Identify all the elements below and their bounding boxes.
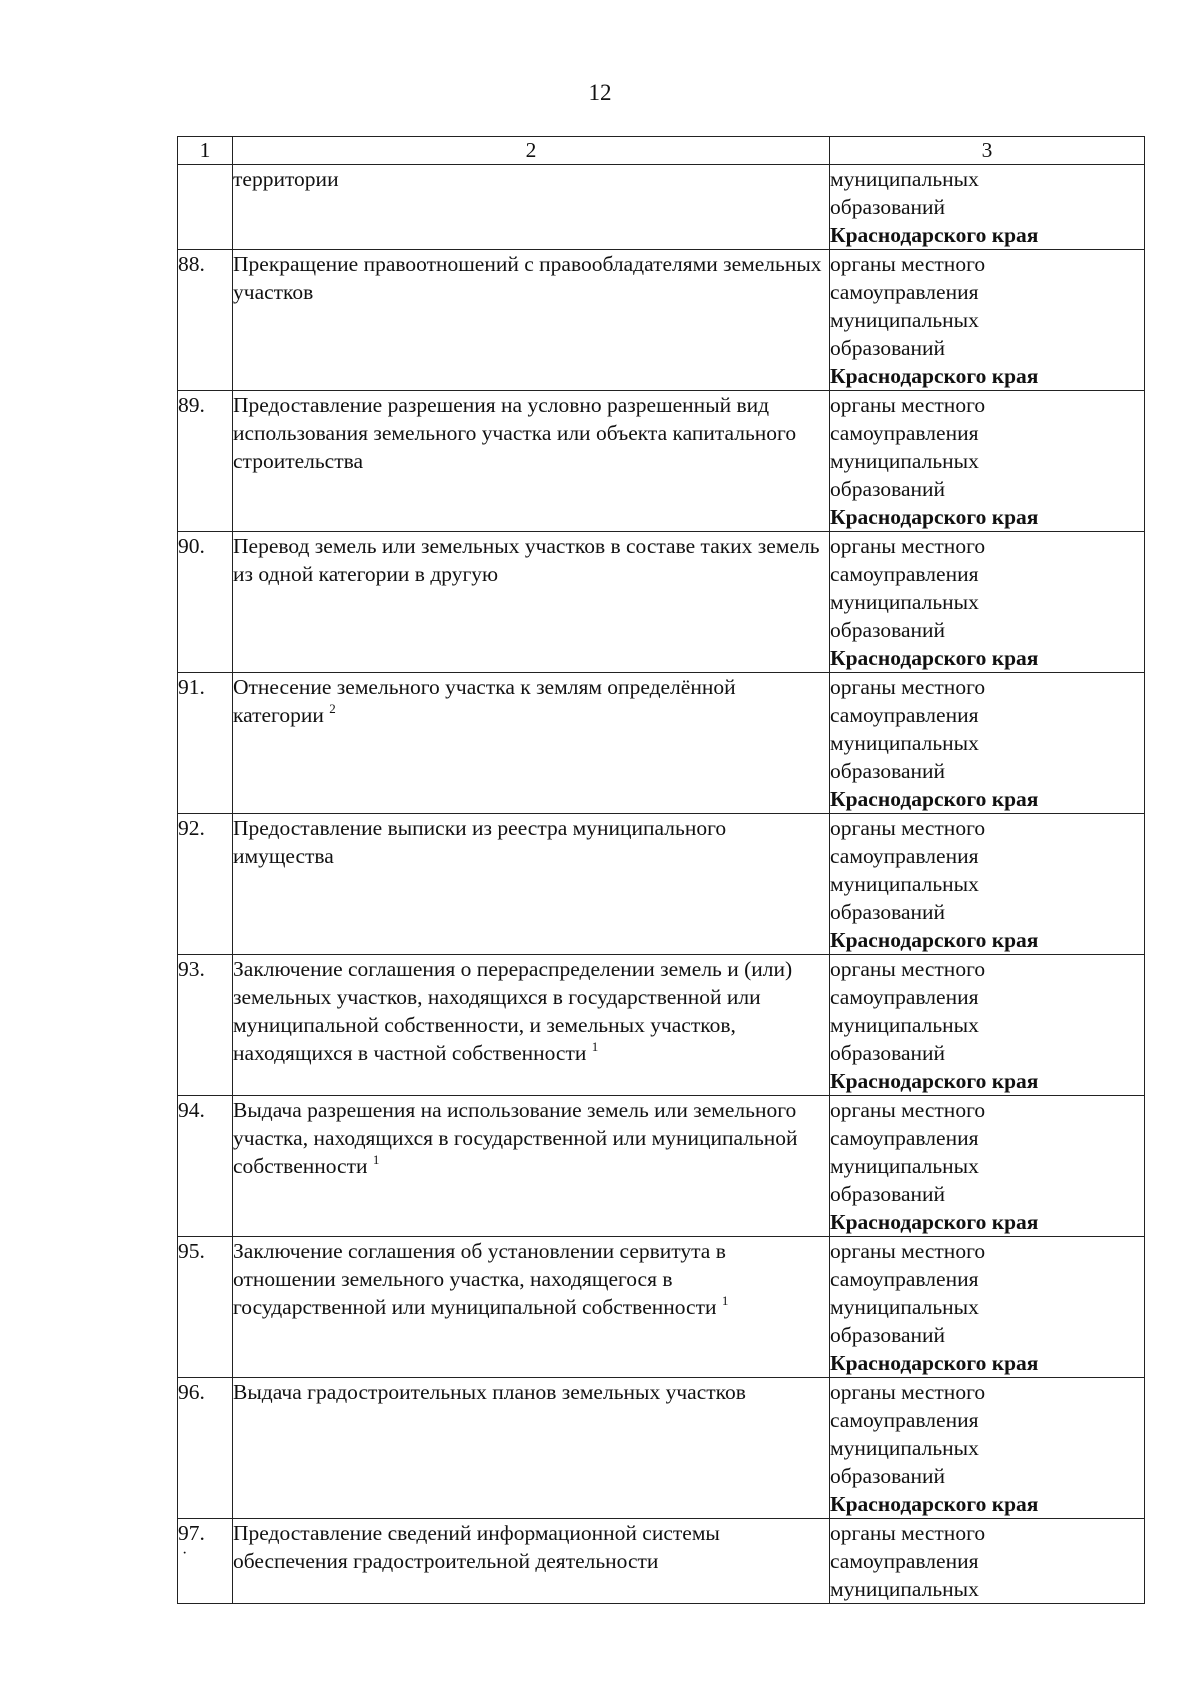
- service-description-cell: [233, 814, 830, 955]
- responsible-authority-cell: [830, 814, 1145, 955]
- authority-line: образований: [830, 336, 946, 360]
- service-description: территории: [233, 167, 339, 191]
- service-description: Предоставление выписки из реестра муниципального имущества: [233, 816, 727, 868]
- authority-line: Краснодарского края: [830, 364, 1039, 388]
- authority-line: Краснодарского края: [830, 223, 1039, 247]
- row-number: 89.: [178, 393, 205, 417]
- authority-line: муниципальных: [830, 308, 979, 332]
- responsible-authority-cell: [830, 1237, 1145, 1378]
- authority-line: Краснодарского края: [830, 1210, 1039, 1234]
- authority-line: самоуправления: [830, 1408, 979, 1432]
- service-description-cell: [233, 1237, 830, 1378]
- authority-line: Краснодарского края: [830, 928, 1039, 952]
- footnote-marker: 1: [372, 1152, 380, 1167]
- authority-line: органы местного: [830, 252, 986, 276]
- authority-line: Краснодарского края: [830, 505, 1039, 529]
- authority-line: образований: [830, 1464, 946, 1488]
- row-number-cell: [178, 955, 233, 1096]
- table-row: [178, 673, 1145, 814]
- authority-line: органы местного: [830, 534, 986, 558]
- row-number-cell: [178, 1519, 233, 1604]
- authority-line: муниципальных: [830, 1577, 979, 1601]
- authority-line: органы местного: [830, 1239, 986, 1263]
- row-number: 97.: [178, 1521, 205, 1545]
- responsible-authority-cell: [830, 955, 1145, 1096]
- row-number: 92.: [178, 816, 205, 840]
- service-description: Предоставление сведений информационной системы обеспечения градостроительной деятельности: [233, 1521, 720, 1573]
- table-row: [178, 1519, 1145, 1604]
- authority-line: самоуправления: [830, 421, 979, 445]
- service-description: Предоставление разрешения на условно разрешенный вид использования земельного участка или объекта капитального строительства: [233, 393, 797, 473]
- row-number-cell: [178, 165, 233, 250]
- table-row: [178, 1378, 1145, 1519]
- service-description-cell: [233, 532, 830, 673]
- authority-line: Краснодарского края: [830, 1069, 1039, 1093]
- service-description-cell: [233, 391, 830, 532]
- service-description: Отнесение земельного участка к землям определённой категории: [233, 675, 736, 727]
- column-header-3: 3: [830, 137, 1145, 165]
- responsible-authority-cell: [830, 1096, 1145, 1237]
- service-description-cell: [233, 1519, 830, 1604]
- authority-line: образований: [830, 1182, 946, 1206]
- footnote-marker: 2: [329, 701, 336, 716]
- responsible-authority-cell: [830, 532, 1145, 673]
- column-header-1: 1: [178, 137, 233, 165]
- authority-line: муниципальных: [830, 1154, 979, 1178]
- scan-mark: ·: [182, 1545, 188, 1562]
- authority-line: самоуправления: [830, 1267, 979, 1291]
- table-row: [178, 1096, 1145, 1237]
- authority-line: образований: [830, 1041, 946, 1065]
- authority-line: органы местного: [830, 1521, 986, 1545]
- row-number-cell: [178, 1378, 233, 1519]
- service-description-cell: [233, 673, 830, 814]
- row-number: 95.: [178, 1239, 205, 1263]
- authority-line: Краснодарского края: [830, 1351, 1039, 1375]
- authority-line: самоуправления: [830, 703, 979, 727]
- authority-line: Краснодарского края: [830, 787, 1039, 811]
- service-description-cell: [233, 165, 830, 250]
- table-row: [178, 814, 1145, 955]
- authority-line: самоуправления: [830, 562, 979, 586]
- table-row: [178, 955, 1145, 1096]
- authority-line: муниципальных: [830, 167, 979, 191]
- authority-line: муниципальных: [830, 1013, 979, 1037]
- footnote-marker: 1: [591, 1039, 599, 1054]
- row-number: 93.: [178, 957, 205, 981]
- row-number: 96.: [178, 1380, 205, 1404]
- responsible-authority-cell: [830, 165, 1145, 250]
- authority-line: образований: [830, 900, 946, 924]
- services-table: [177, 136, 1145, 1604]
- table-row: [178, 1237, 1145, 1378]
- row-number-cell: [178, 673, 233, 814]
- service-description-cell: [233, 1096, 830, 1237]
- responsible-authority-cell: [830, 673, 1145, 814]
- table-body: [178, 165, 1145, 1604]
- authority-line: самоуправления: [830, 844, 979, 868]
- authority-line: муниципальных: [830, 872, 979, 896]
- service-description: Перевод земель или земельных участков в составе таких земель из одной категории в другую: [233, 534, 820, 586]
- column-header-2: 2: [233, 137, 830, 165]
- row-number: 91.: [178, 675, 205, 699]
- row-number: 90.: [178, 534, 205, 558]
- service-description-cell: [233, 250, 830, 391]
- authority-line: образований: [830, 477, 946, 501]
- responsible-authority-cell: [830, 1519, 1145, 1604]
- row-number-cell: [178, 532, 233, 673]
- authority-line: органы местного: [830, 675, 986, 699]
- authority-line: органы местного: [830, 1380, 986, 1404]
- authority-line: образований: [830, 195, 946, 219]
- authority-line: муниципальных: [830, 449, 979, 473]
- authority-line: образований: [830, 618, 946, 642]
- authority-line: образований: [830, 759, 946, 783]
- table-row: [178, 391, 1145, 532]
- service-description: Выдача разрешения на использование земель или земельного участка, находящихся в государственной или муниципальной собственности: [233, 1098, 798, 1178]
- row-number-cell: [178, 250, 233, 391]
- row-number-cell: [178, 1237, 233, 1378]
- service-description-cell: [233, 1378, 830, 1519]
- authority-line: самоуправления: [830, 985, 979, 1009]
- service-description: Заключение соглашения о перераспределении земель и (или) земельных участков, находящихся в государственной или муниципальной собственности, и земельных участков, находящихся в частной собственности: [233, 957, 793, 1065]
- responsible-authority-cell: [830, 1378, 1145, 1519]
- service-description-cell: [233, 955, 830, 1096]
- responsible-authority-cell: [830, 250, 1145, 391]
- authority-line: Краснодарского края: [830, 646, 1039, 670]
- authority-line: образований: [830, 1323, 946, 1347]
- authority-line: муниципальных: [830, 590, 979, 614]
- authority-line: органы местного: [830, 957, 986, 981]
- authority-line: органы местного: [830, 1098, 986, 1122]
- footnote-marker: 1: [721, 1293, 729, 1308]
- service-description: Заключение соглашения об установлении сервитута в отношении земельного участка, находящегося в государственной или муниципальной собственности: [233, 1239, 726, 1319]
- table-row: [178, 165, 1145, 250]
- table-row: [178, 250, 1145, 391]
- service-description: Прекращение правоотношений с правообладателями земельных участков: [233, 252, 822, 304]
- authority-line: органы местного: [830, 393, 986, 417]
- responsible-authority-cell: [830, 391, 1145, 532]
- row-number-cell: [178, 814, 233, 955]
- authority-line: Краснодарского края: [830, 1492, 1039, 1516]
- table-row: [178, 532, 1145, 673]
- row-number: 88.: [178, 252, 205, 276]
- authority-line: муниципальных: [830, 1436, 979, 1460]
- row-number-cell: [178, 391, 233, 532]
- table-header-row: [178, 137, 1145, 165]
- row-number: 94.: [178, 1098, 205, 1122]
- row-number-cell: [178, 1096, 233, 1237]
- authority-line: самоуправления: [830, 1126, 979, 1150]
- service-description: Выдача градостроительных планов земельных участков: [233, 1380, 746, 1404]
- page-number: 12: [588, 80, 612, 105]
- authority-line: муниципальных: [830, 1295, 979, 1319]
- authority-line: самоуправления: [830, 1549, 979, 1573]
- authority-line: органы местного: [830, 816, 986, 840]
- authority-line: муниципальных: [830, 731, 979, 755]
- authority-line: самоуправления: [830, 280, 979, 304]
